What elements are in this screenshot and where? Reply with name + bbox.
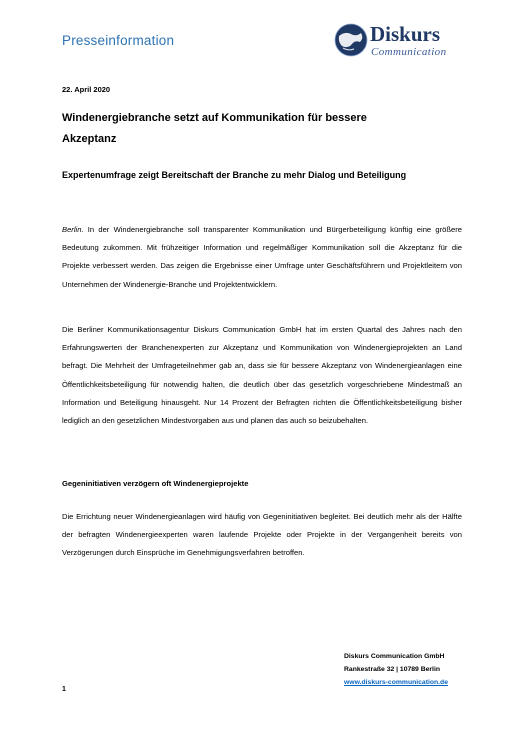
- footer-address: Rankestraße 32 | 10789 Berlin: [344, 666, 440, 673]
- footer-contact: [344, 650, 448, 689]
- paragraph-1: [62, 221, 462, 294]
- paragraph-2: Die Berliner Kommunikationsagentur Diskurs Communication GmbH hat im ersten Quartal des Jahres nach den Erfahrungswerten der Branchenexperten zur Akzeptanz und Kommunikation von Windenergieprojekten an Land befragt. Die Mehrheit der Umfrageteilnehmer gab an, dass sie für bessere Akzeptanz von Windenergieanlagen eine Öffentlichkeitsbeteiligung für notwendig halten, die deutlich über das gesetzlich vorgeschriebene Mindestmaß an Information und Beteiligung hinausgeht. Nur 14 Prozent der Befragten richten die Öffentlichkeitsbeteiligung bisher lediglich an den gesetzlichen Mindestvorgaben aus und planen das auch so beizubehalten.: [62, 325, 462, 426]
- press-title: Windenergiebranche setzt auf Kommunikation für bessere Akzeptanz: [62, 112, 367, 145]
- page-number: 1: [62, 686, 66, 693]
- logo-name: Diskurs: [370, 22, 441, 46]
- footer-company: Diskurs Communication GmbH: [344, 653, 445, 660]
- header-label: Presseinformation: [62, 33, 175, 48]
- globe-icon: [333, 22, 369, 58]
- logo-subtitle: Communication: [371, 46, 447, 58]
- paragraph-1-city: Berlin: [62, 225, 82, 234]
- section-subheading: Gegeninitiativen verzögern oft Windenergieprojekte: [62, 479, 249, 488]
- press-subtitle: Expertenumfrage zeigt Bereitschaft der Branche zu mehr Dialog und Beteiligung: [62, 170, 407, 180]
- paragraph-3: Die Errichtung neuer Windenergieanlagen wird häufig von Gegeninitiativen begleitet. Bei deutlich mehr als der Hälfte der befragten Windenergieexperten waren laufende Projekte oder Projekte in der Vergangenheit bereits von Verzögerungen durch Einsprüche im Genehmigungsverfahren betroffen.: [62, 512, 462, 558]
- press-date: 22. April 2020: [62, 85, 111, 94]
- footer-website-link[interactable]: www.diskurs-communication.de: [344, 679, 448, 686]
- paragraph-1-text: . In der Windenergiebranche soll transparenter Kommunikation und Bürgerbeteiligung künftig eine größere Bedeutung zukommen. Mit frühzeitiger Information und regelmäßiger Kommunikation soll die Akzeptanz für die Projekte verbessert werden. Das zeigen die Ergebnisse einer Umfrage unter Geschäftsführern und Projektleitern von Unternehmen der Windenergie-Branche und Projektentwicklern.: [62, 225, 462, 289]
- company-logo: [333, 22, 473, 60]
